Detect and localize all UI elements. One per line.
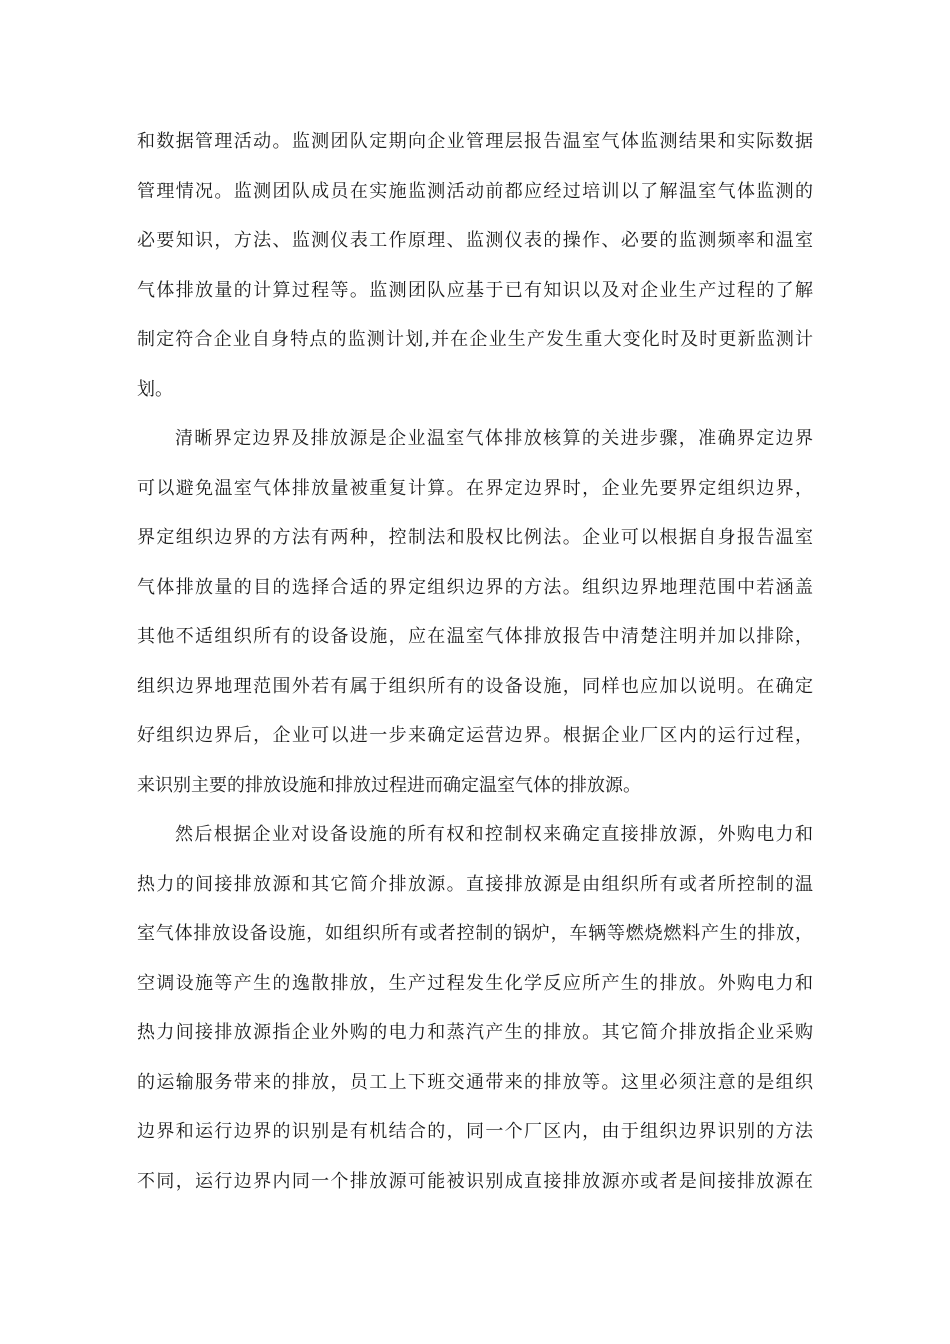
text-line: 其他不适组织所有的设备设施，应在温室气体排放报告中清楚注明并加以排除， <box>137 626 813 647</box>
text-line: 和数据管理活动。监测团队定期向企业管理层报告温室气体监测结果和实际数据 <box>137 131 813 152</box>
text-line: 边界和运行边界的识别是有机结合的，同一个厂区内，由于组织边界识别的方法 <box>137 1121 813 1142</box>
paragraph-3 <box>137 817 813 1213</box>
text-line: 必要知识，方法、监测仪表工作原理、监测仪表的操作、必要的监测频率和温室 <box>137 230 813 251</box>
text-line: 管理情况。监测团队成员在实施监测活动前都应经过培训以了解温室气体监测的 <box>137 180 813 202</box>
text-line: 不同，运行边界内同一个排放源可能被识别成直接排放源亦或者是间接排放源在 <box>137 1170 813 1192</box>
body-text <box>137 124 813 1213</box>
text-line: 然后根据企业对设备设施的所有权和控制权来确定直接排放源，外购电力和 <box>175 824 813 845</box>
text-line: 可以避免温室气体排放量被重复计算。在界定边界时，企业先要界定组织边界， <box>137 477 813 499</box>
text-line: 划。 <box>137 378 173 400</box>
text-line: 气体排放量的目的选择合适的界定组织边界的方法。组织边界地理范围中若涵盖 <box>137 576 813 598</box>
text-line: 好组织边界后，企业可以进一步来确定运营边界。根据企业厂区内的运行过程， <box>137 725 813 746</box>
text-line: 热力的间接排放源和其它简介排放源。直接排放源是由组织所有或者所控制的温 <box>137 873 813 895</box>
text-line: 气体排放量的计算过程等。监测团队应基于已有知识以及对企业生产过程的了解 <box>137 279 813 301</box>
text-line: 清晰界定边界及排放源是企业温室气体排放核算的关进步骤，准确界定边界 <box>175 428 813 449</box>
paragraph-1 <box>137 124 813 421</box>
paragraph-2 <box>137 421 813 817</box>
text-line: 热力间接排放源指企业外购的电力和蒸汽产生的排放。其它简介排放指企业采购 <box>137 1022 813 1043</box>
text-line: 制定符合企业自身特点的监测计划,并在企业生产发生重大变化时及时更新监测计 <box>137 329 813 350</box>
text-line: 的运输服务带来的排放，员工上下班交通带来的排放等。这里必须注意的是组织 <box>137 1071 813 1093</box>
text-line: 来识别主要的排放设施和排放过程进而确定温室气体的排放源。 <box>137 774 641 796</box>
text-line: 室气体排放设备设施，如组织所有或者控制的锅炉，车辆等燃烧燃料产生的排放， <box>137 923 813 944</box>
text-line: 组织边界地理范围外若有属于组织所有的设备设施，同样也应加以说明。在确定 <box>137 675 813 697</box>
text-line: 界定组织边界的方法有两种，控制法和股权比例法。企业可以根据自身报告温室 <box>137 527 813 548</box>
text-line: 空调设施等产生的逸散排放，生产过程发生化学反应所产生的排放。外购电力和 <box>137 972 813 994</box>
